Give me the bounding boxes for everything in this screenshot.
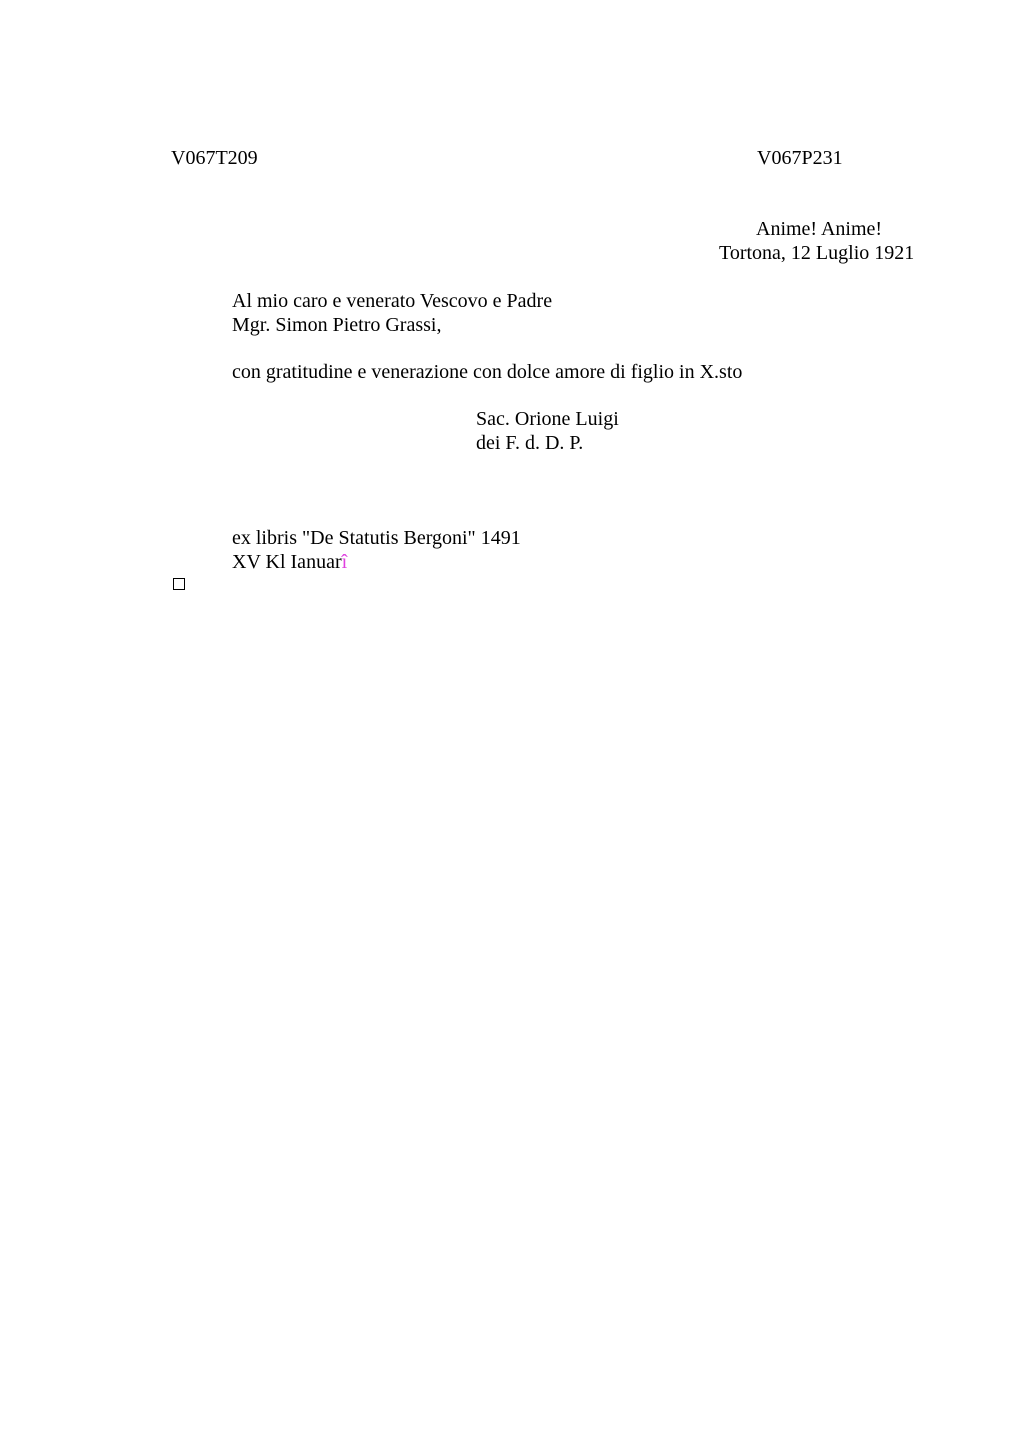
ex-libris-accent-char: î bbox=[341, 551, 348, 573]
ex-libris-line-2-text: XV Kl Ianuar bbox=[232, 551, 342, 573]
place-date: Tortona, 12 Luglio 1921 bbox=[719, 242, 915, 264]
document-code-left: V067T209 bbox=[171, 147, 258, 169]
motto: Anime! Anime! bbox=[756, 218, 883, 240]
checkbox-icon[interactable] bbox=[173, 578, 185, 590]
signature-line-1: Sac. Orione Luigi bbox=[476, 408, 619, 430]
dedication-text: con gratitudine e venerazione con dolce amore di figlio in X.sto bbox=[232, 361, 743, 383]
ex-libris-line-2 bbox=[232, 550, 347, 574]
salutation-line-2: Mgr. Simon Pietro Grassi, bbox=[232, 314, 442, 336]
document-code-right: V067P231 bbox=[757, 147, 843, 169]
signature-line-2: dei F. d. D. P. bbox=[476, 432, 584, 454]
ex-libris-line-1: ex libris "De Statutis Bergoni" 1491 bbox=[232, 527, 521, 549]
salutation-line-1: Al mio caro e venerato Vescovo e Padre bbox=[232, 290, 553, 312]
